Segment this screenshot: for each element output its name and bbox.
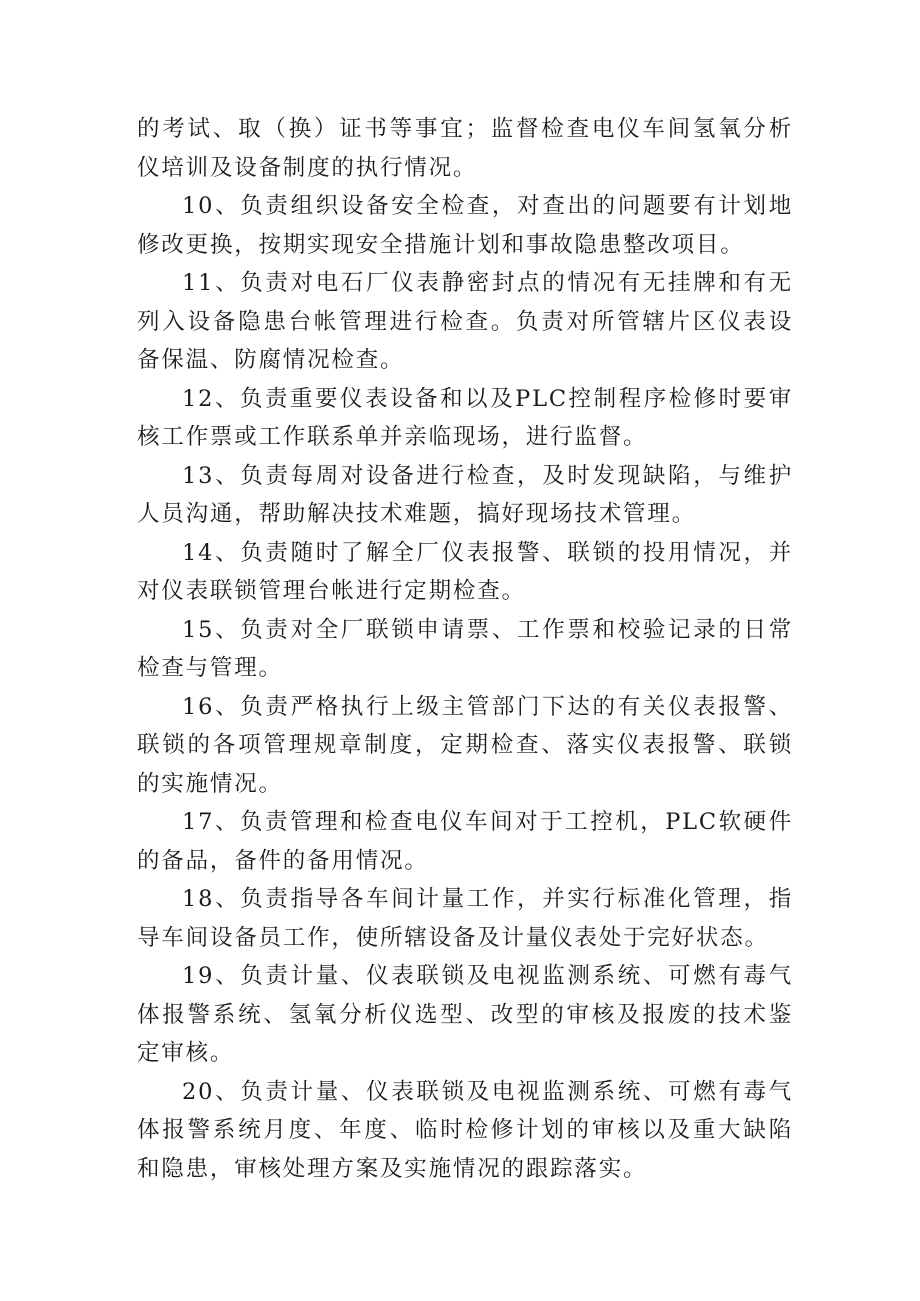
paragraph-item-14: 14、负责随时了解全厂仪表报警、联锁的投用情况，并对仪表联锁管理台帐进行定期检查。: [137, 539, 793, 604]
paragraph-item-17: 17、负责管理和检查电仪车间对于工控机，PLC软硬件的备品，备件的备用情况。: [137, 809, 793, 874]
paragraph-item-20: 20、负责计量、仪表联锁及电视监测系统、可燃有毒气体报警系统月度、年度、临时检修计划的审核以及重大缺陷和隐患，审核处理方案及实施情况的跟踪落实。: [137, 1078, 793, 1182]
document-body: [137, 110, 793, 1188]
paragraph-item-11: 11、负责对电石厂仪表静密封点的情况有无挂牌和有无列入设备隐患台帐管理进行检查。负责对所管辖片区仪表设备保温、防腐情况检查。: [137, 270, 793, 373]
paragraph-item-19: 19、负责计量、仪表联锁及电视监测系统、可燃有毒气体报警系统、氢氧分析仪选型、改型的审核及报废的技术鉴定审核。: [137, 963, 793, 1066]
paragraph-item-15: 15、负责对全厂联锁申请票、工作票和校验记录的日常检查与管理。: [137, 616, 793, 681]
paragraph-item-18: 18、负责指导各车间计量工作，并实行标准化管理，指导车间设备员工作，使所辖设备及计量仪表处于完好状态。: [137, 886, 793, 951]
paragraph-item-10: 10、负责组织设备安全检查，对查出的问题要有计划地修改更换，按期实现安全措施计划和事故隐患整改项目。: [137, 193, 793, 258]
paragraph-item-13: 13、负责每周对设备进行检查，及时发现缺陷，与维护人员沟通，帮助解决技术难题，搞好现场技术管理。: [137, 462, 793, 527]
paragraph-continuation: 的考试、取（换）证书等事宜；监督检查电仪车间氢氧分析仪培训及设备制度的执行情况。: [137, 116, 793, 181]
paragraph-item-16: 16、负责严格执行上级主管部门下达的有关仪表报警、联锁的各项管理规章制度，定期检查、落实仪表报警、联锁的实施情况。: [137, 693, 793, 797]
paragraph-item-12: 12、负责重要仪表设备和以及PLC控制程序检修时要审核工作票或工作联系单并亲临现场，进行监督。: [137, 385, 793, 450]
